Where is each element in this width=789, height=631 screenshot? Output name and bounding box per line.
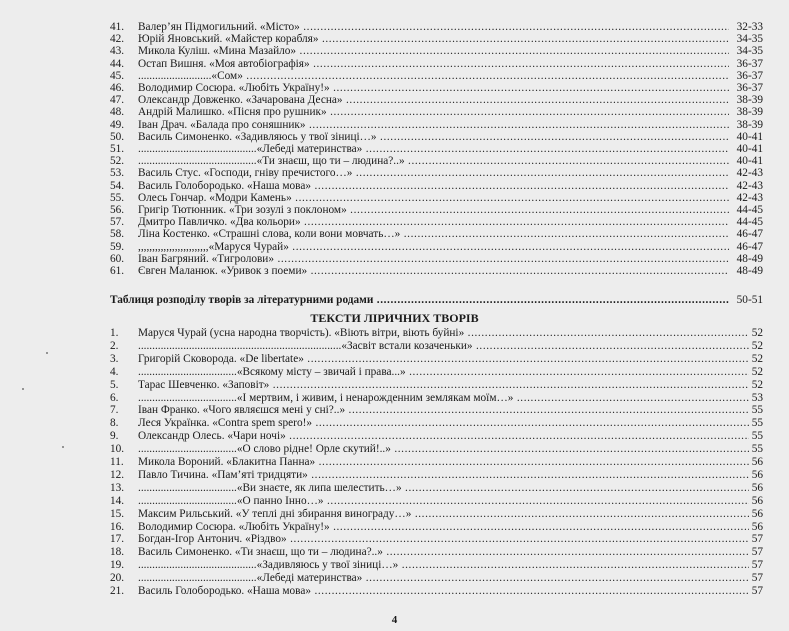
entry-title: Олександр Довженко. «Зачарована Десна» ..... (138, 94, 729, 107)
entry-number: 13. (110, 481, 125, 494)
entry-number: 45. (110, 69, 125, 82)
entry-title: ...................................«О панно Інно…» ..... (138, 495, 749, 508)
distribution-table-pages: 50-51 (736, 294, 763, 306)
toc-entry (110, 45, 763, 58)
entry-pages: 57 (751, 585, 763, 597)
toc-entry (110, 192, 763, 205)
entry-number: 2. (110, 339, 119, 352)
entry-title: Павло Тичина. «Пам’яті тридцяти» ..... (138, 469, 749, 482)
entry-title: ..........................................«Ти знаєш, що ти – людина?..» ..... (138, 155, 729, 168)
toc-entry (110, 392, 763, 405)
entry-number: 48. (110, 106, 125, 119)
toc-entry (110, 70, 763, 83)
entry-title: ,,,,,,,,,,,,,,,,,,,,,,,,,«Маруся Чурай» ..... (138, 241, 729, 254)
toc-entry (110, 167, 763, 180)
entry-pages: 55 (751, 417, 763, 430)
entry-number: 56. (110, 204, 125, 216)
entry-pages: 56 (751, 481, 763, 494)
entry-title: Григір Тютюнник. «Три зозулі з поклоном» ..... (138, 204, 729, 217)
entry-pages: 56 (751, 507, 763, 520)
entry-pages: 57 (751, 546, 763, 559)
distribution-table-title: Таблиця розподілу творів за літературними родами ..... (110, 294, 729, 307)
scan-speck (46, 352, 48, 354)
entry-pages: 55 (751, 404, 763, 417)
entry-pages: 48-49 (736, 265, 763, 277)
entry-number: 57. (110, 216, 125, 229)
entry-pages: 52 (751, 365, 763, 378)
entry-pages: 46-47 (736, 240, 763, 253)
entry-number: 52. (110, 155, 125, 168)
entry-title: Василь Стус. «Господи, гніву пречистого…» ..... (138, 167, 729, 180)
entry-pages: 56 (751, 520, 763, 533)
entry-number: 59. (110, 240, 125, 253)
entry-pages: 38-39 (736, 118, 763, 131)
entry-pages: 42-43 (736, 191, 763, 204)
entry-title: Василь Голобородько. «Наша мова» ..... (138, 585, 749, 598)
entry-number: 44. (110, 57, 125, 70)
entry-pages: 44-45 (736, 216, 763, 229)
entry-number: 42. (110, 33, 125, 46)
entry-title: ..........................................«Лебеді материнства» ..... (138, 572, 749, 585)
entry-title: Максим Рильський. «У теплі дні збирання винограду…» ..... (138, 508, 749, 521)
entry-title: Олесь Гончар. «Модри Камень» ..... (138, 192, 729, 205)
toc-entry (110, 430, 763, 443)
toc-entry (110, 482, 763, 495)
entry-number: 7. (110, 404, 119, 417)
toc-entry (110, 33, 763, 46)
entry-number: 12. (110, 468, 125, 481)
toc-entry (110, 58, 763, 71)
toc-entry (110, 443, 763, 456)
entry-title: Остап Вишня. «Моя автобіографія» ..... (138, 58, 729, 71)
entry-number: 50. (110, 130, 125, 143)
toc-entry (110, 253, 763, 266)
entry-pages: 48-49 (736, 252, 763, 265)
entry-number: 10. (110, 443, 125, 456)
entry-title: Андрій Малишко. «Пісня про рушник» ..... (138, 106, 729, 119)
entry-number: 1. (110, 327, 119, 339)
entry-title: Микола Вороний. «Блакитна Панна» ..... (138, 456, 749, 469)
toc-entry (110, 546, 763, 559)
toc-entry (110, 106, 763, 119)
entry-number: 61. (110, 265, 125, 277)
entry-title: Іван Франко. «Чого являєшся мені у сні?..» ..... (138, 404, 749, 417)
entry-pages: 38-39 (736, 106, 763, 119)
toc-entry (110, 216, 763, 229)
toc-entry (110, 469, 763, 482)
entry-title: ...................................«Всякому місту – звичай і права...» ..... (138, 366, 749, 379)
entry-pages: 55 (751, 443, 763, 456)
entry-pages: 56 (751, 456, 763, 468)
entry-title: Володимир Сосюра. «Любіть Україну!» ..... (138, 82, 729, 95)
toc-entry (110, 404, 763, 417)
entry-title: Тарас Шевченко. «Заповіт» ..... (138, 379, 749, 392)
toc-entry (110, 417, 763, 430)
entry-title: Іван Багряний. «Тигролови» ..... (138, 253, 729, 266)
entry-pages: 36-37 (736, 69, 763, 82)
entry-number: 14. (110, 494, 125, 507)
entry-pages: 40-41 (736, 143, 763, 155)
scan-speck (22, 388, 24, 390)
entry-number: 11. (110, 456, 124, 468)
entry-number: 46. (110, 82, 125, 94)
entry-number: 18. (110, 546, 125, 559)
entry-number: 21. (110, 585, 125, 597)
entry-pages: 42-43 (736, 179, 763, 192)
toc-entry (110, 143, 763, 156)
toc-entry (110, 366, 763, 379)
entry-number: 17. (110, 533, 125, 546)
entry-number: 47. (110, 94, 125, 107)
entry-title: ...................................«І мертвим, і живим, і ненарожденним землякам моїм…» ..... (138, 392, 749, 405)
entry-title: Григорій Сковорода. «De libertate» ..... (138, 353, 749, 366)
entry-number: 20. (110, 572, 125, 585)
entry-title: Ліна Костенко. «Страшні слова, коли вони мовчать…» ..... (138, 228, 729, 241)
entry-title: ..........................................«Задивляюсь у твої зіниці…» ..... (138, 559, 749, 572)
entry-pages: 34-35 (736, 33, 763, 46)
entry-number: 16. (110, 520, 125, 533)
entry-pages: 36-37 (736, 57, 763, 70)
toc-entry (110, 533, 763, 546)
entry-pages: 56 (751, 468, 763, 481)
toc-entry (110, 204, 763, 217)
entry-number: 3. (110, 352, 119, 365)
entry-title: Євген Маланюк. «Уривок з поеми» ..... (138, 265, 729, 278)
entry-title: Іван Драч. «Балада про соняшник» ..... (138, 119, 729, 132)
entry-pages: 52 (751, 327, 763, 339)
entry-number: 15. (110, 507, 125, 520)
entry-title: ..........................«Сом» ..... (138, 70, 729, 83)
toc-entry (110, 180, 763, 193)
toc-entry (110, 119, 763, 132)
entry-number: 54. (110, 179, 125, 192)
entry-number: 4. (110, 365, 119, 378)
entry-pages: 53 (751, 391, 763, 404)
entry-pages: 57 (751, 572, 763, 585)
entry-pages: 40-41 (736, 130, 763, 143)
toc-entry (110, 353, 763, 366)
toc-entry (110, 585, 763, 598)
toc-entry (110, 21, 763, 34)
toc-entry (110, 155, 763, 168)
toc-entry (110, 521, 763, 534)
entry-title: Володимир Сосюра. «Любіть Україну!» ..... (138, 521, 749, 534)
entry-pages: 57 (751, 559, 763, 572)
entry-number: 9. (110, 430, 119, 443)
entry-title: Юрій Яновський. «Майстер корабля» ..... (138, 33, 729, 46)
entry-number: 60. (110, 252, 125, 265)
entry-title: Дмитро Павличко. «Два кольори» ..... (138, 216, 729, 229)
toc-entry (110, 379, 763, 392)
entry-pages: 44-45 (736, 204, 763, 216)
entry-title: Василь Симоненко. «Ти знаєш, що ти – людина?..» ..... (138, 546, 749, 559)
entry-pages: 36-37 (736, 82, 763, 94)
entry-pages: 57 (751, 533, 763, 546)
toc-entry (110, 82, 763, 95)
entry-number: 49. (110, 118, 125, 131)
entry-title: Леся Українка. «Contra spem spero!» ..... (138, 417, 749, 430)
toc-entry (110, 327, 763, 340)
entry-pages: 38-39 (736, 94, 763, 107)
entry-number: 55. (110, 191, 125, 204)
entry-pages: 52 (751, 339, 763, 352)
entry-title: Микола Куліш. «Мина Мазайло» ..... (138, 45, 729, 58)
entry-pages: 46-47 (736, 228, 763, 241)
entry-pages: 34-35 (736, 45, 763, 58)
entry-title: Олександр Олесь. «Чари ночі» ..... (138, 430, 749, 443)
entry-number: 19. (110, 559, 125, 572)
entry-title: Валер’ян Підмогильний. «Місто» ..... (138, 21, 729, 34)
entry-title: ........................................................................«Засвіт встали козаченьки» ..... (138, 340, 749, 353)
entry-number: 8. (110, 417, 119, 430)
entry-title: Богдан-Ігор Антонич. «Різдво» ..... (138, 533, 749, 546)
entry-title: Василь Симоненко. «Задивляюсь у твої зіниці…» ..... (138, 131, 729, 144)
entry-pages: 52 (751, 378, 763, 391)
entry-number: 58. (110, 228, 125, 241)
toc-entry (110, 94, 763, 107)
entry-number: 6. (110, 391, 119, 404)
toc-entry (110, 340, 763, 353)
entry-pages: 40-41 (736, 155, 763, 168)
toc-entry (110, 228, 763, 241)
entry-pages: 55 (751, 430, 763, 443)
toc-entry (110, 241, 763, 254)
entry-number: 51. (110, 143, 125, 155)
scan-speck (62, 446, 64, 448)
toc-entry (110, 559, 763, 572)
entry-title: Василь Голобородько. «Наша мова» ..... (138, 180, 729, 193)
entry-number: 53. (110, 167, 125, 180)
entry-pages: 52 (751, 352, 763, 365)
entry-number: 43. (110, 45, 125, 58)
entry-number: 5. (110, 378, 119, 391)
entry-pages: 32-33 (736, 21, 763, 33)
entry-title: ...................................«Ви знаєте, як липа шелестить…» ..... (138, 482, 749, 495)
entry-pages: 42-43 (736, 167, 763, 180)
toc-entry (110, 508, 763, 521)
toc-entry (110, 572, 763, 585)
toc-entry (110, 495, 763, 508)
toc-entry (110, 456, 763, 469)
toc-entry (110, 265, 763, 278)
distribution-table-entry (110, 294, 763, 307)
entry-title: ...................................«О слово рідне! Орле скутий!..» ..... (138, 443, 749, 456)
section-title: ТЕКСТИ ЛІРИЧНИХ ТВОРІВ (310, 311, 479, 325)
entry-title: ..........................................«Лебеді материнства» ..... (138, 143, 729, 156)
entry-pages: 56 (751, 494, 763, 507)
entry-number: 41. (110, 21, 125, 33)
entry-title: Маруся Чурай (усна народна творчість). «Віють вітри, віють буйні» ..... (138, 327, 749, 340)
toc-entry (110, 131, 763, 144)
page-number: 4 (391, 614, 398, 626)
